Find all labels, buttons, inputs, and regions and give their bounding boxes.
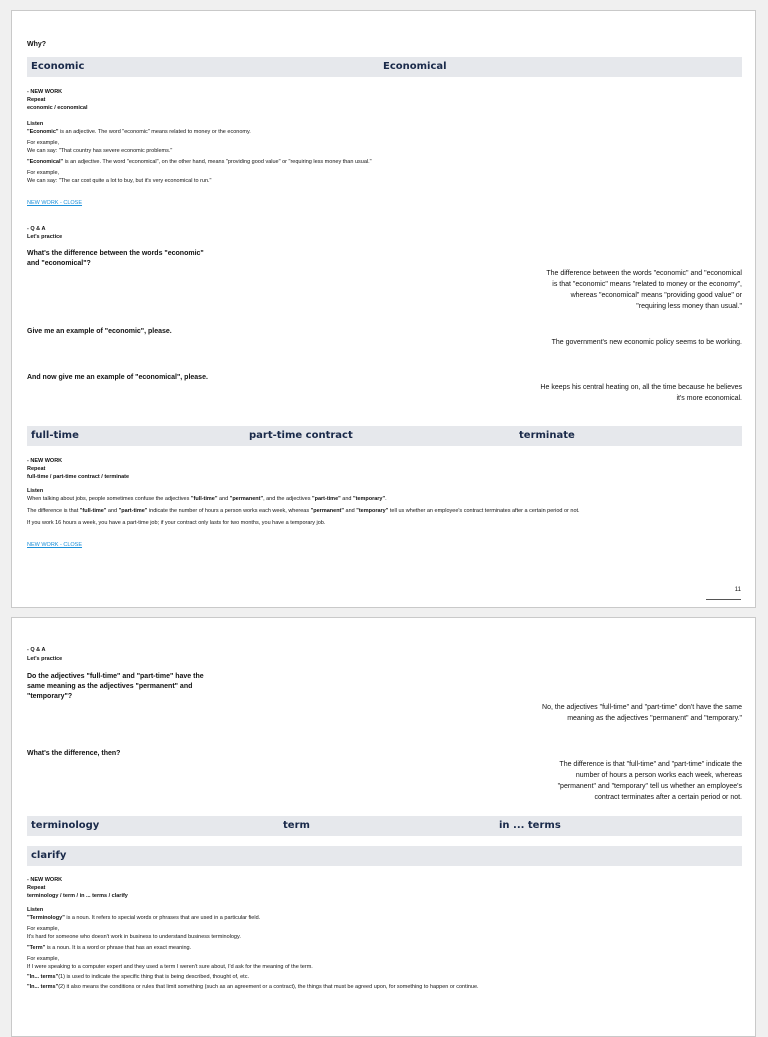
why-heading: Why? [27,41,47,48]
document-page-12 [11,617,756,1037]
repeat-label: Repeat [27,466,46,472]
question-same-meaning: Do the adjectives "full-time" and "part-time" have the same meaning as the adjectives "permanent" and "temporary"? [27,673,204,700]
vocab-band-full-time [27,426,742,446]
band-word-full-time: full-time [31,430,79,441]
repeat-words: economic / economical [27,105,88,111]
vocab-band-terminology [27,816,742,836]
band-word-in-terms: in ... terms [499,820,561,831]
question-difference-then: What's the difference, then? [27,750,121,757]
question-example-economical: And now give me an example of "economical", please. [27,374,208,381]
document-page-11 [11,10,756,608]
example-economical: We can say: "The car cost quite a lot to buy, but it's very economical to run." [27,178,212,184]
repeat-label: Repeat [27,885,46,891]
band-word-part-time-contract: part-time contract [249,430,353,441]
definition-term: "Term" is a noun. It is a word or phrase that has an exact meaning. [27,945,192,951]
question-difference: What's the difference between the words "economic" and "economical"? [27,250,204,267]
listen-paragraph-3: If you work 16 hours a week, you have a part-time job; if your contract only lasts for two months, you have a temporary job. [27,520,326,526]
example-label: For example, [27,170,60,176]
definition-economical: "Economical" is an adjective. The word "economical", on the other hand, means "providing good value" or "requiring less money than usual." [27,159,372,165]
new-work-header: - NEW WORK [27,877,63,883]
listen-paragraph-2: The difference is that "full-time" and "part-time" indicate the number of hours a person works each week, whereas "permanent" and "temporary" tell us whether an employee's contract terminates after a certain period or not. [27,508,580,514]
new-work-header: - NEW WORK [27,458,63,464]
repeat-label: Repeat [27,97,46,103]
example-label: For example, [27,140,60,146]
new-work-header: - NEW WORK [27,89,63,95]
vocab-band-economic [27,57,742,77]
answer-example-economic: The government's new economic policy seems to be working. [551,339,742,346]
definition-terminology: "Terminology" is a noun. It refers to special words or phrases that are used in a particular field. [27,915,261,921]
example-terminology: It's hard for someone who doesn't work in business to understand business terminology. [27,934,241,940]
example-label: For example, [27,956,60,962]
answer-difference: The difference between the words "economic" and "economical is that "economic" means "related to money or the economy", whereas "economical" means "providing good value" or "requiring less money than usual." [546,270,742,310]
example-label: For example, [27,926,60,932]
definition-in-terms-2: "In... terms"(2) it also means the conditions or rules that limit something (such as an agreement or a contract), the things that must be agreed upon, for something to happen or continue. [27,984,479,990]
band-word-terminology: terminology [31,820,100,831]
vocab-band-clarify [27,846,742,866]
band-word-economic: Economic [31,61,85,72]
new-work-section-terminology [27,876,742,991]
new-work-section-economic [27,88,742,209]
lets-practice-label: Let's practice [27,234,63,240]
listen-paragraph-1: When talking about jobs, people sometimes confuse the adjectives "full-time" and "permanent", and the adjectives "part-time" and "temporary". [27,496,387,502]
definition-in-terms-1: "In... terms"(1) is used to indicate the specific thing that is being described, thought of, etc. [27,974,249,980]
answer-example-economical: He keeps his central heating on, all the time because he believes it's more economical. [540,384,742,402]
listen-label: Listen [27,488,44,494]
repeat-words: full-time / part-time contract / terminate [27,474,130,480]
question-example-economic: Give me an example of "economic", please. [27,328,172,335]
example-economic: We can say: "That country has severe economic problems." [27,148,173,154]
page-number: 11 [706,587,741,600]
answer-same-meaning: No, the adjectives "full-time" and "part-time" don't have the same meaning as the adjectives "permanent" and "temporary." [542,704,742,722]
listen-label: Listen [27,907,44,913]
answer-difference-then: The difference is that "full-time" and "part-time" indicate the number of hours a person works each week, whereas "permanent" and "temporary" tell us whether an employee's contract terminates after a certain period or not. [557,761,742,801]
qa-header: - Q & A [27,647,46,653]
listen-label: Listen [27,121,44,127]
example-term: If I were speaking to a computer expert and they used a term I weren't sure about, I'd ask for the meaning of the term. [27,964,313,970]
new-work-close-link[interactable]: NEW WORK - CLOSE [27,542,83,548]
definition-economic: "Economic" is an adjective. The word "economic" means related to money or the economy. [27,129,251,135]
band-word-terminate: terminate [519,430,575,441]
lets-practice-label: Let's practice [27,656,63,662]
new-work-close-link[interactable]: NEW WORK - CLOSE [27,200,83,206]
band-word-economical: Economical [383,61,447,72]
band-word-clarify: clarify [31,850,67,861]
qa-header: - Q & A [27,226,46,232]
new-work-section-full-time [27,457,742,551]
repeat-words: terminology / term / in ... terms / clarify [27,893,128,899]
band-word-term: term [283,820,310,831]
